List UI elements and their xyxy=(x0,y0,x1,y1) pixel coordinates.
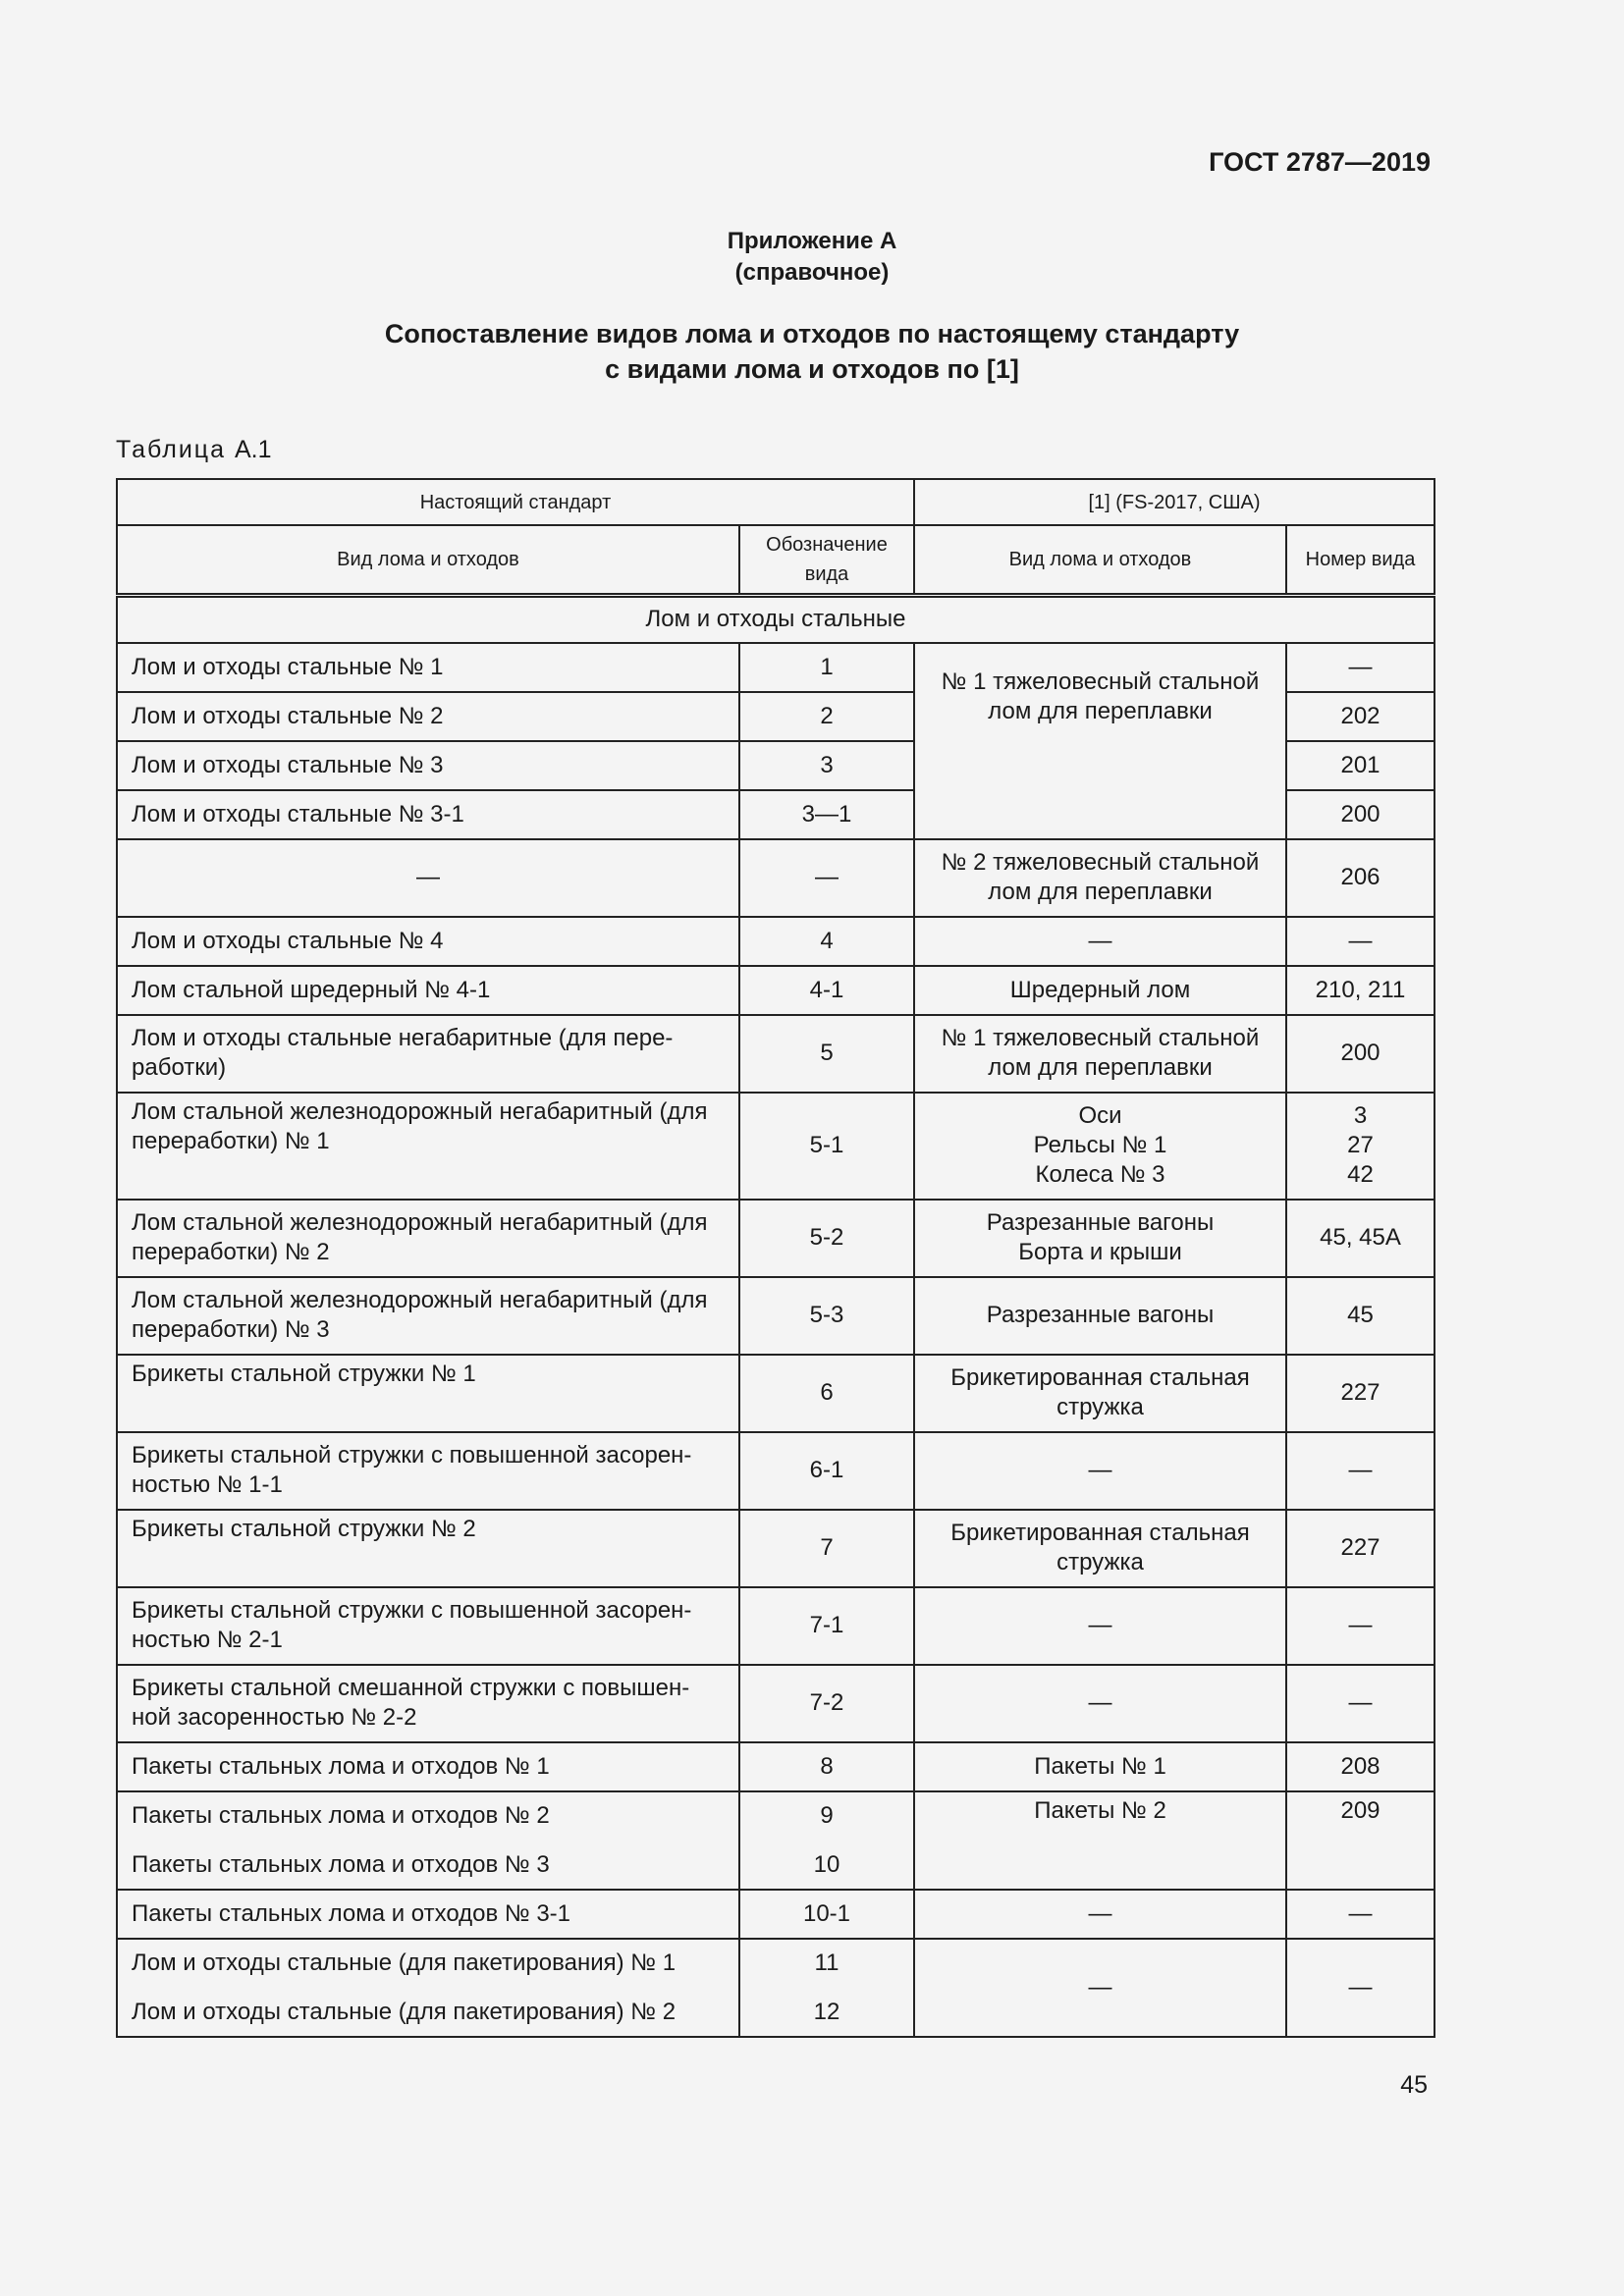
table-row xyxy=(117,917,1435,966)
appendix-subtitle: (справочное) xyxy=(734,259,890,286)
title-line-2: с видами лома и отходов по [1] xyxy=(605,354,1019,384)
cell-number: 210, 211 xyxy=(1286,966,1435,1015)
cell-kind: Лом и отходы стальные негабаритные (для пере-работки) xyxy=(117,1015,739,1093)
kind-line: Лом и отходы стальные (для пакетирования) № 1 xyxy=(132,1949,677,1976)
cell-number: — xyxy=(1286,643,1435,692)
cell-kind xyxy=(117,1791,739,1890)
cell-number: — xyxy=(1286,1587,1435,1665)
cell-kind-reference: — xyxy=(914,1665,1286,1742)
appendix-title: Приложение А xyxy=(727,228,897,254)
table-row xyxy=(117,1665,1435,1742)
cell-designation: 1 xyxy=(739,643,914,692)
table-label-number: А.1 xyxy=(234,436,272,463)
cell-number: 227 xyxy=(1286,1510,1435,1587)
kind-reference-line: Борта и крыши xyxy=(1018,1239,1182,1265)
col-header-kind: Вид лома и отходов xyxy=(117,525,739,596)
table-row xyxy=(117,1200,1435,1277)
cell-kind xyxy=(117,1939,739,2037)
cell-kind: Пакеты стальных лома и отходов № 3-1 xyxy=(117,1890,739,1939)
cell-kind-reference-merged xyxy=(914,643,1286,839)
table-row xyxy=(117,643,1435,692)
section-row xyxy=(117,596,1435,643)
cell-designation: 7 xyxy=(739,1510,914,1587)
designation-line: 9 xyxy=(820,1801,834,1829)
table-row xyxy=(117,1015,1435,1093)
cell-number: 208 xyxy=(1286,1742,1435,1791)
merged-kind-reference: № 1 тяжеловесный стальной лом для переплавки xyxy=(941,667,1260,724)
cell-kind: Брикеты стальной стружки № 2 xyxy=(117,1510,739,1587)
cell-kind-reference xyxy=(914,1200,1286,1277)
cell-kind: Брикеты стальной смешанной стружки с повышен-ной засоренностью № 2-2 xyxy=(117,1665,739,1742)
table-label-word: Таблица xyxy=(116,436,227,463)
table-group-header-row xyxy=(117,479,1435,525)
cell-designation: 7-2 xyxy=(739,1665,914,1742)
section-title: Лом и отходы стальные xyxy=(117,596,1435,643)
kind-line: Пакеты стальных лома и отходов № 3 xyxy=(132,1850,550,1878)
col-header-kind-reference: Вид лома и отходов xyxy=(914,525,1286,596)
table-label xyxy=(116,436,272,464)
cell-number: — xyxy=(1286,1939,1435,2037)
cell-designation: 3—1 xyxy=(739,790,914,839)
cell-designation: 5 xyxy=(739,1015,914,1093)
cell-number: 209 xyxy=(1286,1791,1435,1890)
cell-designation xyxy=(739,1939,914,2037)
cell-kind-reference: Брикетированная стальная стружка xyxy=(914,1355,1286,1432)
document-title xyxy=(0,316,1624,387)
cell-kind: Лом стальной железнодорожный негабаритный (для переработки) № 2 xyxy=(117,1200,739,1277)
kind-reference-line: Разрезанные вагоны xyxy=(986,1209,1215,1236)
cell-number: 200 xyxy=(1286,790,1435,839)
cell-number: — xyxy=(1286,1665,1435,1742)
table-row xyxy=(117,1093,1435,1200)
table-row xyxy=(117,839,1435,917)
table-row xyxy=(117,1890,1435,1939)
cell-designation: 10-1 xyxy=(739,1890,914,1939)
cell-kind: Лом стальной железнодорожный негабаритный (для переработки) № 3 xyxy=(117,1277,739,1355)
table-row xyxy=(117,1432,1435,1510)
cell-number: — xyxy=(1286,1432,1435,1510)
group-header-reference: [1] (FS-2017, США) xyxy=(914,479,1435,525)
cell-kind-reference: — xyxy=(914,1432,1286,1510)
designation-line: 12 xyxy=(813,1998,840,2025)
cell-kind-reference: — xyxy=(914,1890,1286,1939)
cell-designation: 5-1 xyxy=(739,1093,914,1200)
cell-designation: 4 xyxy=(739,917,914,966)
cell-kind-reference: Пакеты № 1 xyxy=(914,1742,1286,1791)
title-line-1: Сопоставление видов лома и отходов по настоящему стандарту xyxy=(384,319,1240,348)
cell-kind: Лом стальной шредерный № 4-1 xyxy=(117,966,739,1015)
cell-number: 200 xyxy=(1286,1015,1435,1093)
cell-number: 227 xyxy=(1286,1355,1435,1432)
cell-designation: — xyxy=(739,839,914,917)
cell-designation: 6-1 xyxy=(739,1432,914,1510)
cell-kind-reference: Брикетированная стальная стружка xyxy=(914,1510,1286,1587)
kind-line: Пакеты стальных лома и отходов № 2 xyxy=(132,1801,550,1829)
table-row xyxy=(117,1791,1435,1890)
cell-designation: 5-3 xyxy=(739,1277,914,1355)
cell-number xyxy=(1286,1093,1435,1200)
cell-kind-reference: Пакеты № 2 xyxy=(914,1791,1286,1890)
cell-kind: Лом стальной железнодорожный негабаритный (для переработки) № 1 xyxy=(117,1093,739,1200)
table-row xyxy=(117,1742,1435,1791)
number-line: 42 xyxy=(1347,1161,1374,1188)
cell-designation xyxy=(739,1791,914,1890)
cell-kind: Лом и отходы стальные № 2 xyxy=(117,692,739,741)
table-row xyxy=(117,1277,1435,1355)
table-row xyxy=(117,966,1435,1015)
table-row xyxy=(117,1355,1435,1432)
cell-kind-reference: Разрезанные вагоны xyxy=(914,1277,1286,1355)
cell-kind: Брикеты стальной стружки с повышенной засорен-ностью № 2-1 xyxy=(117,1587,739,1665)
cell-kind: Пакеты стальных лома и отходов № 1 xyxy=(117,1742,739,1791)
cell-designation: 2 xyxy=(739,692,914,741)
number-line: 27 xyxy=(1347,1132,1374,1158)
col-header-designation: Обозначение вида xyxy=(739,525,914,596)
table-column-header-row xyxy=(117,525,1435,596)
cell-designation: 7-1 xyxy=(739,1587,914,1665)
table-row xyxy=(117,1939,1435,2037)
cell-kind-reference: № 2 тяжеловесный стальной лом для переплавки xyxy=(914,839,1286,917)
cell-kind-reference: № 1 тяжеловесный стальной лом для переплавки xyxy=(914,1015,1286,1093)
cell-designation: 8 xyxy=(739,1742,914,1791)
cell-number: — xyxy=(1286,917,1435,966)
cell-number: 206 xyxy=(1286,839,1435,917)
page-number: 45 xyxy=(1400,2071,1428,2099)
cell-designation: 4-1 xyxy=(739,966,914,1015)
cell-designation: 6 xyxy=(739,1355,914,1432)
comparison-table xyxy=(116,478,1435,2038)
standard-number: ГОСТ 2787—2019 xyxy=(1209,147,1431,177)
cell-kind-reference: — xyxy=(914,1939,1286,2037)
kind-line: Лом и отходы стальные (для пакетирования) № 2 xyxy=(132,1998,677,2025)
cell-number: 201 xyxy=(1286,741,1435,790)
table-row xyxy=(117,1510,1435,1587)
appendix-heading xyxy=(0,226,1624,289)
cell-kind-reference: Шредерный лом xyxy=(914,966,1286,1015)
cell-designation: 3 xyxy=(739,741,914,790)
cell-kind-reference xyxy=(914,1093,1286,1200)
cell-kind-reference: — xyxy=(914,917,1286,966)
cell-kind: — xyxy=(117,839,739,917)
kind-reference-line: Рельсы № 1 xyxy=(1033,1132,1167,1158)
col-header-number: Номер вида xyxy=(1286,525,1435,596)
number-line: 3 xyxy=(1353,1102,1368,1129)
cell-number: 202 xyxy=(1286,692,1435,741)
cell-designation: 5-2 xyxy=(739,1200,914,1277)
cell-kind-reference: — xyxy=(914,1587,1286,1665)
cell-kind: Лом и отходы стальные № 3 xyxy=(117,741,739,790)
kind-reference-line: Колеса № 3 xyxy=(1035,1161,1165,1188)
table-row xyxy=(117,1587,1435,1665)
cell-number: — xyxy=(1286,1890,1435,1939)
cell-kind: Лом и отходы стальные № 1 xyxy=(117,643,739,692)
kind-reference-line: Оси xyxy=(1078,1102,1122,1129)
cell-kind: Брикеты стальной стружки № 1 xyxy=(117,1355,739,1432)
cell-number: 45, 45А xyxy=(1286,1200,1435,1277)
cell-kind: Брикеты стальной стружки с повышенной засорен-ностью № 1-1 xyxy=(117,1432,739,1510)
designation-line: 11 xyxy=(814,1949,839,1976)
cell-number: 45 xyxy=(1286,1277,1435,1355)
cell-kind: Лом и отходы стальные № 4 xyxy=(117,917,739,966)
cell-kind: Лом и отходы стальные № 3-1 xyxy=(117,790,739,839)
designation-line: 10 xyxy=(813,1850,840,1878)
group-header-this-standard: Настоящий стандарт xyxy=(117,479,914,525)
